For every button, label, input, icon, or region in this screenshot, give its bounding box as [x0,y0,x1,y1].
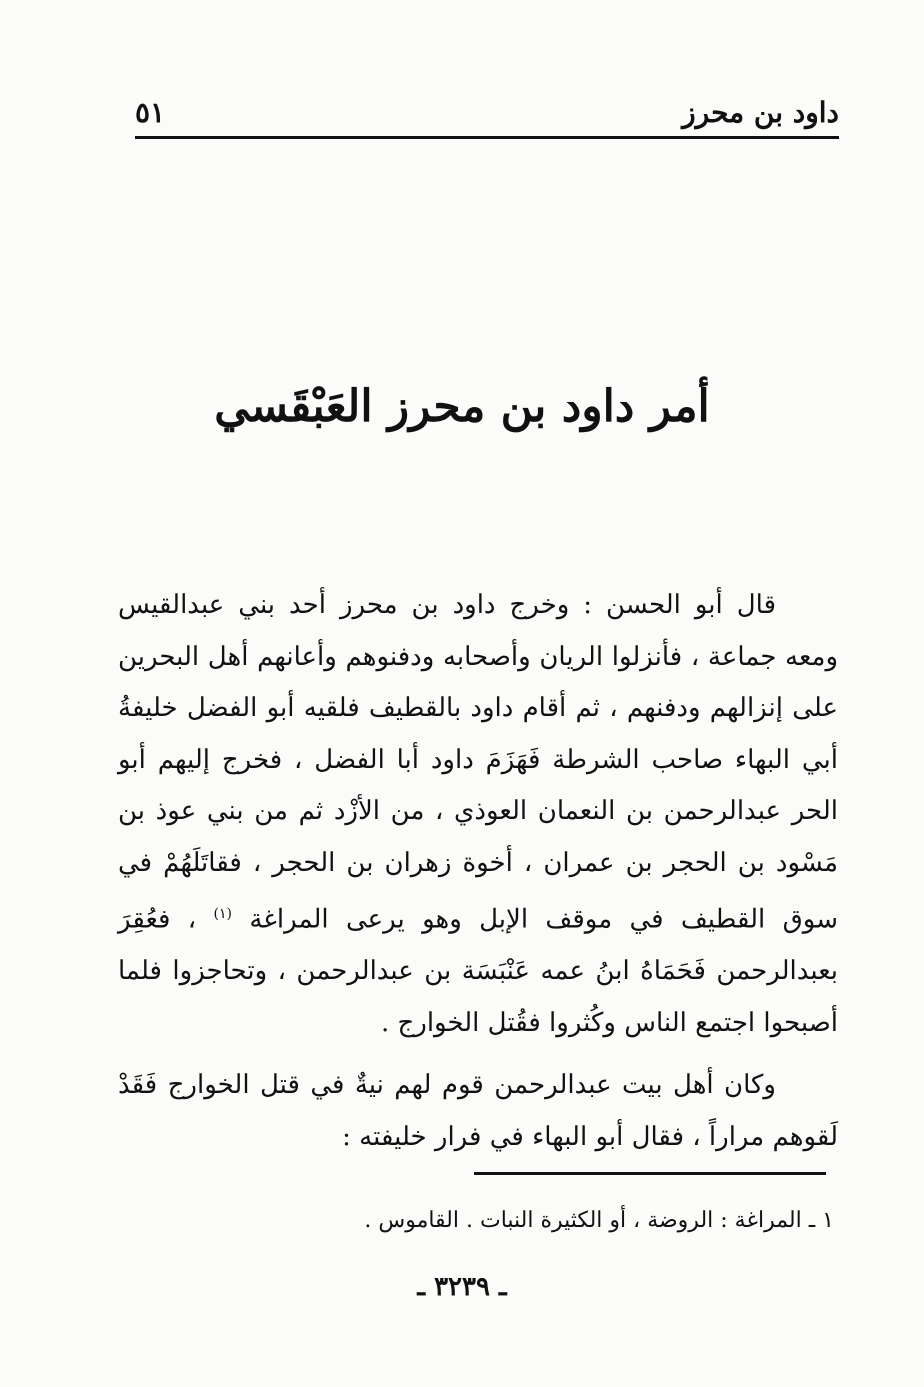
header-rule [135,136,839,139]
paragraph-1-tail: ، فعُقِرَ بعبدالرحمن فَحَمَاهُ ابنُ عمه عَنْبَسَة بن عبدالرحمن ، وتحاجزوا فلما أصبحوا اجتمع الناس وكُثروا فقُتل الخوارج . [118,904,838,1038]
paragraph-1-text: قال أبو الحسن : وخرج داود بن محرز أحد بني عبدالقيس ومعه جماعة ، فأنزلوا الريان وأصحابه ودفنوهم وأعانهم أهل البحرين على إنزالهم ودفنهم ، ثم أقام داود بالقطيف فلقيه أبو الفضل خليفةُ أبي البهاء صاحب الشرطة فَهَزَمَ داود أبا الفضل ، فخرج إليهم أبو الحر عبدالرحمن بن النعمان العوذي ، من الأزْد ثم من بني عوذ بن مَسْود بن الحجر بن عمران ، أخوة زهران بن الحجر ، فقاتَلَهُمْ في سوق القطيف في موقف الإبل وهو يرعى المراغة [118,590,839,935]
footnote-marker[interactable]: (١) [213,906,233,922]
chapter-title: أمر داود بن محرز العَبْقَسي [214,381,710,433]
paragraph-1 [118,580,838,1049]
footnote-rule [474,1172,826,1175]
running-head [135,96,839,136]
page-number: ٥١ [135,96,166,129]
footnote: ١ ـ المراغة : الروضة ، أو الكثيرة النبات . القاموس . [364,1208,834,1233]
footer-page-number: ـ ٣٢٣٩ ـ [417,1272,507,1302]
body-text [118,580,838,1163]
paragraph-2: وكان أهل بيت عبدالرحمن قوم لهم نيةٌ في قتل الخوارج فَقَدْ لَقوهم مراراً ، فقال أبو البهاء في فرار خليفته : [118,1070,838,1152]
running-title: داود بن محرز [682,96,839,129]
